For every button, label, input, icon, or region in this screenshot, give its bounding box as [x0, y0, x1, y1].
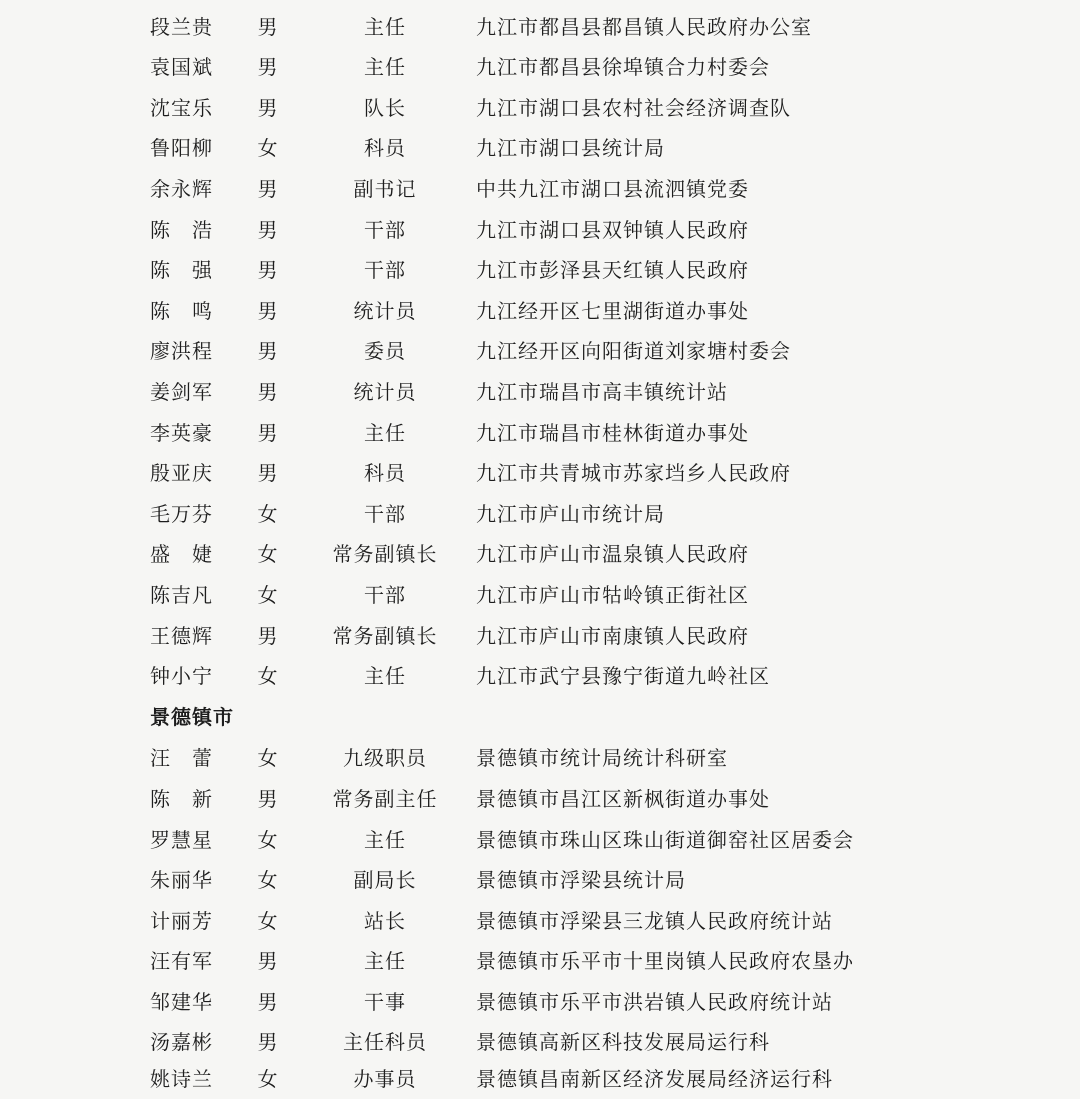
- list-row: [0, 1022, 1080, 1062]
- person-title: 主任: [364, 15, 406, 39]
- person-name: 陈吉凡: [150, 583, 213, 607]
- list-row: [0, 47, 1080, 87]
- person-name: 余永辉: [150, 177, 213, 201]
- list-row: [0, 575, 1080, 615]
- person-title: 主任: [364, 664, 406, 688]
- person-gender: 男: [257, 461, 279, 485]
- person-name: 沈宝乐: [150, 96, 213, 120]
- person-title: 统计员: [353, 299, 417, 323]
- person-name: 李英豪: [150, 421, 213, 445]
- list-row: [0, 982, 1080, 1022]
- list-row: [0, 169, 1080, 209]
- person-name: 汤嘉彬: [150, 1030, 213, 1054]
- person-unit: 九江市庐山市温泉镇人民政府: [476, 542, 749, 566]
- list-row: [0, 941, 1080, 981]
- person-title: 常务副镇长: [332, 542, 438, 566]
- person-gender: 男: [257, 949, 279, 973]
- person-unit: 九江市武宁县豫宁街道九岭社区: [476, 664, 770, 688]
- list-row: [0, 534, 1080, 574]
- person-title: 科员: [364, 461, 406, 485]
- person-unit: 九江市瑞昌市高丰镇统计站: [476, 380, 728, 404]
- list-row: [0, 250, 1080, 290]
- list-row: [0, 210, 1080, 250]
- person-name: 计丽芳: [150, 909, 213, 933]
- person-name: 袁国斌: [150, 55, 213, 79]
- person-name: 殷亚庆: [150, 461, 213, 485]
- person-title: 主任: [364, 421, 406, 445]
- list-row: [0, 779, 1080, 819]
- person-unit: 九江经开区七里湖街道办事处: [476, 299, 749, 323]
- person-gender: 女: [257, 502, 279, 526]
- list-row: [0, 1059, 1080, 1099]
- person-name: 盛 婕: [150, 542, 213, 566]
- person-gender: 男: [257, 990, 279, 1014]
- list-row: [0, 494, 1080, 534]
- person-unit: 景德镇市浮梁县统计局: [476, 868, 686, 892]
- person-unit: 景德镇市乐平市十里岗镇人民政府农垦办: [476, 949, 854, 973]
- person-name: 毛万芬: [150, 502, 213, 526]
- person-gender: 男: [257, 624, 279, 648]
- person-title: 主任: [364, 949, 406, 973]
- list-row: [0, 88, 1080, 128]
- person-gender: 女: [257, 746, 279, 770]
- person-title: 办事员: [353, 1067, 417, 1091]
- list-row: [0, 616, 1080, 656]
- list-row: [0, 7, 1080, 47]
- person-gender: 男: [257, 787, 279, 811]
- person-unit: 景德镇高新区科技发展局运行科: [476, 1030, 770, 1054]
- person-name: 陈 浩: [150, 218, 213, 242]
- person-gender: 女: [257, 1067, 279, 1091]
- person-unit: 九江市湖口县双钟镇人民政府: [476, 218, 749, 242]
- person-name: 朱丽华: [150, 868, 213, 892]
- person-gender: 女: [257, 136, 279, 160]
- person-unit: 九江市都昌县徐埠镇合力村委会: [476, 55, 770, 79]
- person-title: 队长: [364, 96, 406, 120]
- person-name: 段兰贵: [150, 15, 213, 39]
- list-row: [0, 738, 1080, 778]
- person-unit: 景德镇市昌江区新枫街道办事处: [476, 787, 770, 811]
- person-gender: 男: [257, 421, 279, 445]
- list-row: [0, 901, 1080, 941]
- person-gender: 女: [257, 868, 279, 892]
- person-unit: 九江市彭泽县天红镇人民政府: [476, 258, 749, 282]
- person-unit: 九江市庐山市南康镇人民政府: [476, 624, 749, 648]
- person-name: 王德辉: [150, 624, 213, 648]
- person-unit: 九江市庐山市统计局: [476, 502, 665, 526]
- person-title: 主任科员: [343, 1030, 427, 1054]
- person-title: 主任: [364, 828, 406, 852]
- person-gender: 男: [257, 96, 279, 120]
- person-name: 汪有军: [150, 949, 213, 973]
- person-unit: 九江市都昌县都昌镇人民政府办公室: [476, 15, 812, 39]
- person-name: 陈 强: [150, 258, 213, 282]
- person-title: 常务副镇长: [332, 624, 438, 648]
- person-title: 干部: [364, 583, 406, 607]
- person-gender: 男: [257, 15, 279, 39]
- person-name: 廖洪程: [150, 339, 213, 363]
- person-gender: 男: [257, 55, 279, 79]
- person-gender: 男: [257, 339, 279, 363]
- person-name: 邹建华: [150, 990, 213, 1014]
- person-name: 姜剑军: [150, 380, 213, 404]
- person-unit: 景德镇市统计局统计科研室: [476, 746, 728, 770]
- list-row: [0, 372, 1080, 412]
- list-row: [0, 413, 1080, 453]
- person-unit: 景德镇市珠山区珠山街道御窑社区居委会: [476, 828, 854, 852]
- person-unit: 九江市湖口县统计局: [476, 136, 665, 160]
- person-gender: 男: [257, 380, 279, 404]
- list-row: [0, 453, 1080, 493]
- person-unit: 九江市庐山市牯岭镇正街社区: [476, 583, 749, 607]
- person-unit: 景德镇市乐平市洪岩镇人民政府统计站: [476, 990, 833, 1014]
- person-gender: 女: [257, 909, 279, 933]
- person-name: 姚诗兰: [150, 1067, 213, 1091]
- person-unit: 九江市瑞昌市桂林街道办事处: [476, 421, 749, 445]
- person-title: 常务副主任: [332, 787, 438, 811]
- person-name: 陈 鸣: [150, 299, 213, 323]
- person-gender: 女: [257, 542, 279, 566]
- list-row: [0, 331, 1080, 371]
- person-gender: 男: [257, 1030, 279, 1054]
- person-gender: 男: [257, 258, 279, 282]
- person-name: 陈 新: [150, 787, 213, 811]
- person-name: 汪 蕾: [150, 746, 213, 770]
- person-title: 站长: [364, 909, 406, 933]
- person-unit: 中共九江市湖口县流泗镇党委: [476, 177, 749, 201]
- list-row: [0, 820, 1080, 860]
- list-row: [0, 128, 1080, 168]
- person-gender: 女: [257, 828, 279, 852]
- person-gender: 男: [257, 218, 279, 242]
- person-unit: 九江市湖口县农村社会经济调查队: [476, 96, 791, 120]
- person-gender: 男: [257, 299, 279, 323]
- person-unit: 九江经开区向阳街道刘家塘村委会: [476, 339, 791, 363]
- list-row: [0, 860, 1080, 900]
- list-row: [0, 656, 1080, 696]
- person-gender: 男: [257, 177, 279, 201]
- person-title: 副书记: [353, 177, 417, 201]
- person-name: 罗慧星: [150, 828, 213, 852]
- person-gender: 女: [257, 583, 279, 607]
- list-row: [0, 291, 1080, 331]
- person-title: 干部: [364, 502, 406, 526]
- person-name: 钟小宁: [150, 664, 213, 688]
- person-title: 干部: [364, 258, 406, 282]
- person-title: 干事: [364, 990, 406, 1014]
- person-title: 统计员: [353, 380, 417, 404]
- person-unit: 景德镇市浮梁县三龙镇人民政府统计站: [476, 909, 833, 933]
- person-unit: 九江市共青城市苏家垱乡人民政府: [476, 461, 791, 485]
- person-gender: 女: [257, 664, 279, 688]
- person-unit: 景德镇昌南新区经济发展局经济运行科: [476, 1067, 833, 1091]
- person-title: 科员: [364, 136, 406, 160]
- person-name: 鲁阳柳: [150, 136, 213, 160]
- person-title: 九级职员: [343, 746, 427, 770]
- person-title: 副局长: [353, 868, 417, 892]
- person-title: 主任: [364, 55, 406, 79]
- person-title: 干部: [364, 218, 406, 242]
- person-title: 委员: [364, 339, 406, 363]
- section-header: 景德镇市: [150, 705, 234, 729]
